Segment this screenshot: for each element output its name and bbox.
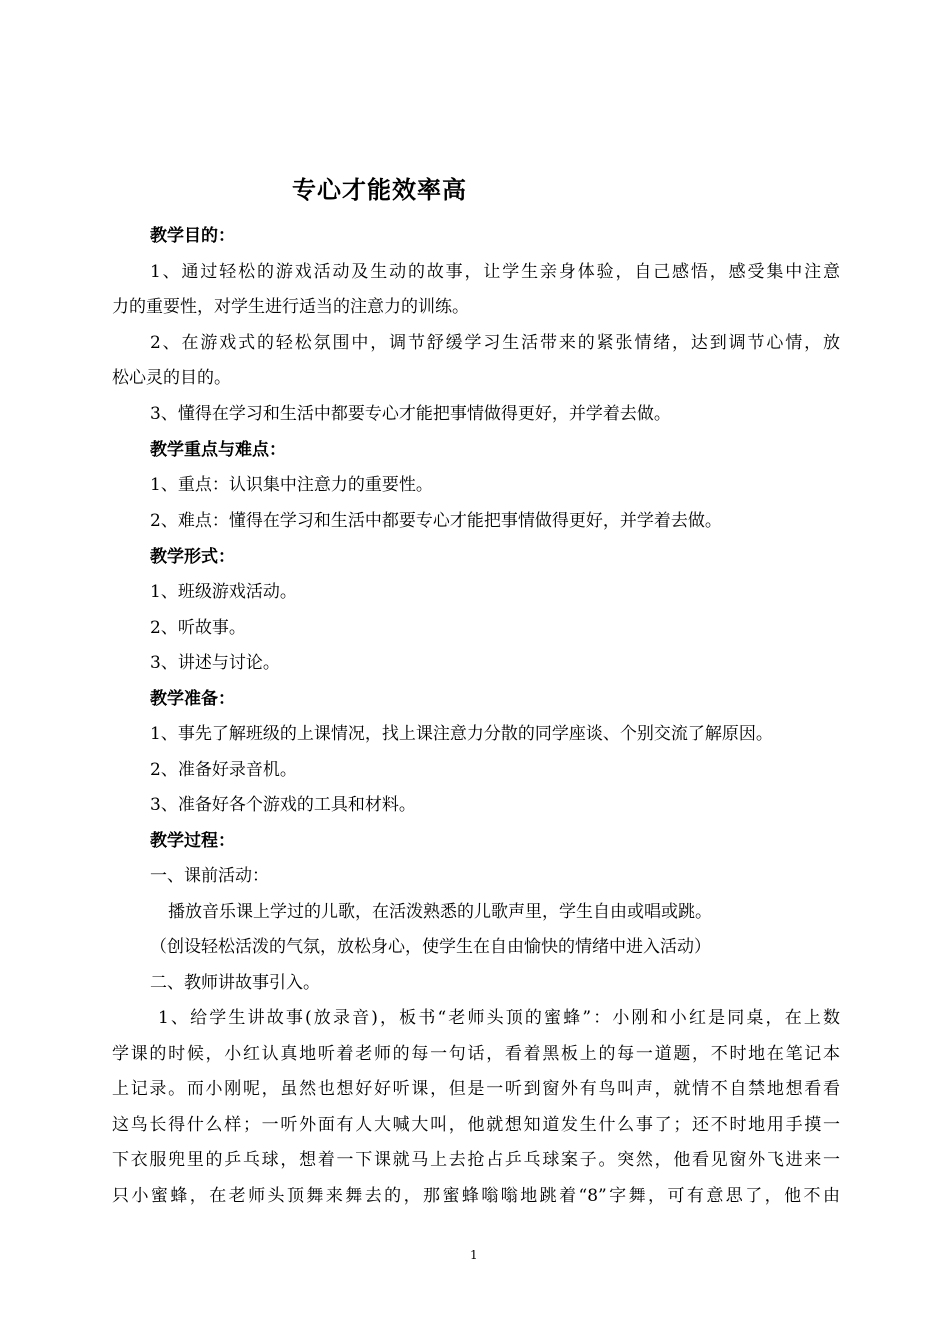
paragraph-line: 学课的时候，小红认真地听着老师的每一句话，看着黑板上的每一道题，不时地在笔记本 [112,1044,840,1064]
heading-preparation: 教学准备： [150,689,235,709]
paragraph-line: 1、事先了解班级的上课情况，找上课注意力分散的同学座谈、个别交流了解原因。 [150,724,773,744]
page-number: 1 [470,1248,478,1262]
paragraph-line: （创设轻松活泼的气氛，放松身心，使学生在自由愉快的情绪中进入活动） [150,937,711,957]
paragraph-line: 1、重点：认识集中注意力的重要性。 [150,475,433,495]
document-title: 专心才能效率高 [292,176,467,204]
paragraph-line: 3、准备好各个游戏的工具和材料。 [150,795,416,815]
paragraph-line: 二、教师讲故事引入。 [150,973,320,993]
paragraph-line: 这鸟长得什么样；一听外面有人大喊大叫，他就想知道发生什么事了；还不时地用手摸一 [112,1115,840,1135]
paragraph-line: 3、懂得在学习和生活中都要专心才能把事情做得更好，并学着去做。 [150,404,671,424]
paragraph-line: 上记录。而小刚呢，虽然也想好好听课，但是一听到窗外有鸟叫声，就情不自禁地想看看 [112,1079,840,1099]
paragraph-line: 松心灵的目的。 [112,368,231,388]
paragraph-line: 只小蜜蜂，在老师头顶舞来舞去的，那蜜蜂嗡嗡地跳着“8”字舞，可有意思了，他不由 [112,1186,840,1206]
heading-format: 教学形式： [150,547,235,567]
paragraph-line: 3、讲述与讨论。 [150,653,280,673]
paragraph-line: 2、难点：懂得在学习和生活中都要专心才能把事情做得更好，并学着去做。 [150,511,722,531]
paragraph-line: 1、班级游戏活动。 [150,582,297,602]
heading-objectives: 教学目的： [150,226,235,246]
paragraph-line: 2、准备好录音机。 [150,760,297,780]
heading-process: 教学过程： [150,831,235,851]
paragraph-line: 下衣服兜里的乒乓球，想着一下课就马上去抢占乒乓球案子。突然，他看见窗外飞进来一 [112,1150,840,1170]
paragraph-line: 一、课前活动： [150,866,269,886]
paragraph-line: 力的重要性，对学生进行适当的注意力的训练。 [112,297,469,317]
paragraph-line: 2、在游戏式的轻松氛围中，调节舒缓学习生活带来的紧张情绪，达到调节心情，放 [150,333,840,353]
paragraph-line: 1、通过轻松的游戏活动及生动的故事，让学生亲身体验，自己感悟，感受集中注意 [150,262,840,282]
paragraph-line: 1、给学生讲故事(放录音)，板书“老师头顶的蜜蜂”：小刚和小红是同桌，在上数 [158,1008,840,1028]
paragraph-line: 2、听故事。 [150,618,246,638]
paragraph-line: 播放音乐课上学过的儿歌，在活泼熟悉的儿歌声里，学生自由或唱或跳。 [168,902,712,922]
heading-key-points: 教学重点与难点： [150,440,286,460]
